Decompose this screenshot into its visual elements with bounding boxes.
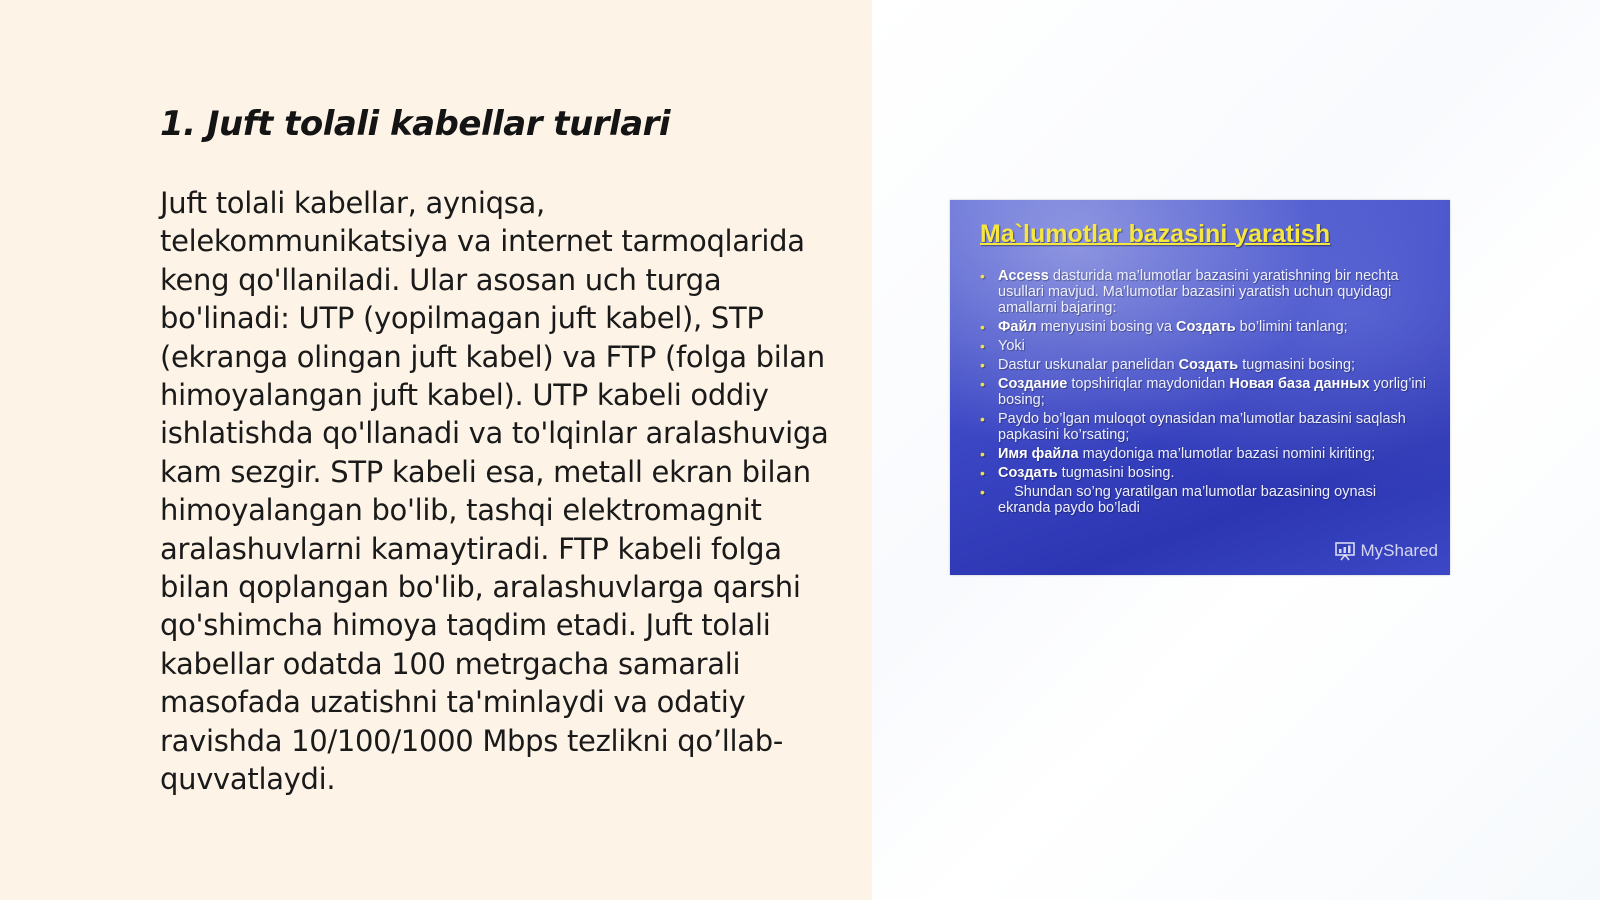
bullet-icon: •	[980, 411, 985, 427]
bold-term: Имя файла	[998, 446, 1079, 462]
presentation-icon	[1334, 541, 1356, 561]
bullet-icon: •	[980, 357, 985, 373]
watermark-text: MyShared	[1360, 541, 1438, 560]
bullet-text: tugmasini bosing;	[1238, 357, 1356, 373]
embedded-bullet-item	[980, 338, 1426, 354]
bullet-text: menyusini bosing va	[1036, 319, 1177, 335]
bold-term: Новая база данных	[1229, 376, 1370, 392]
bold-term: Создать	[1178, 357, 1239, 373]
embedded-slide-title: Ma`lumotlar bazasini yaratish	[980, 220, 1331, 248]
bullet-icon: •	[980, 446, 985, 462]
embedded-bullet-item	[980, 411, 1426, 443]
bullet-text: bo’limini tanlang;	[1235, 319, 1348, 335]
bullet-icon: •	[980, 338, 985, 354]
bullet-icon: •	[980, 319, 985, 335]
bullet-icon: •	[980, 484, 985, 500]
bullet-text: dasturida ma’lumotlar bazasini yaratishning bir nechta usullari mavjud. Ma’lumotlar bazasini yaratish uchun quyidagi amallarni bajaring:	[998, 268, 1399, 316]
bullet-icon: •	[980, 376, 985, 392]
slide-body-text: Juft tolali kabellar, ayniqsa, telekommunikatsiya va internet tarmoqlarida keng qo'llaniladi. Ular asosan uch turga bo'linadi: UTP (yopilmagan juft kabel), STP (ekranga olingan juft kabel) va FTP (folga bilan himoyalangan juft kabel). UTP kabeli oddiy ishlatishda qo'llanadi va to'lqinlar aralashuviga kam sezgir. STP kabeli esa, metall ekran bilan himoyalangan bo'lib, tashqi elektromagnit aralashuvlarni kamaytiradi. FTP kabeli folga bilan qoplangan bo'lib, aralashuvlarga qarshi qo'shimcha himoya taqdim etadi. Juft tolali kabellar odatda 100 metrgacha samarali masofada uzatishni ta'minlaydi va odatiy ravishda 10/100/1000 Mbps tezlikni qo’llab-quvvatlaydi.	[160, 186, 829, 797]
bullet-text: Yoki	[998, 338, 1025, 354]
embedded-bullet-item	[980, 319, 1426, 335]
bold-term: Создать	[998, 465, 1058, 481]
embedded-bullet-item	[980, 376, 1426, 408]
bullet-text: Paydo bo’lgan muloqot oynasidan ma’lumotlar bazasini saqlash papkasini ko’rsating;	[998, 411, 1406, 443]
bold-term: Access	[998, 268, 1049, 284]
bullet-text: Dastur uskunalar panelidan	[998, 357, 1179, 373]
embedded-bullet-item	[980, 268, 1426, 316]
bullet-text: topshiriqlar maydonidan	[1067, 376, 1230, 392]
bullet-icon: •	[980, 268, 985, 284]
embedded-slide-image	[950, 200, 1450, 575]
bullet-text: yorlig’ini bosing;	[998, 376, 1426, 408]
bullet-icon: •	[980, 465, 985, 481]
bullet-text: tugmasini bosing.	[1057, 465, 1175, 481]
embedded-bullet-item	[980, 446, 1426, 462]
bold-term: Создание	[998, 376, 1068, 392]
embedded-bullet-list	[980, 268, 1426, 519]
embedded-bullet-item	[980, 465, 1426, 481]
embedded-bullet-item	[980, 357, 1426, 373]
watermark	[1334, 541, 1438, 561]
embedded-bullet-item	[980, 484, 1426, 516]
bullet-text: Shundan so’ng yaratilgan ma’lumotlar bazasining oynasi ekranda paydo bo’ladi	[998, 484, 1381, 516]
bold-term: Создать	[1176, 319, 1236, 335]
bold-term: Файл	[998, 319, 1037, 335]
slide-title: 1. Juft tolali kabellar turlari	[160, 104, 671, 144]
bullet-text: maydoniga ma’lumotlar bazasi nomini kiriting;	[1078, 446, 1376, 462]
